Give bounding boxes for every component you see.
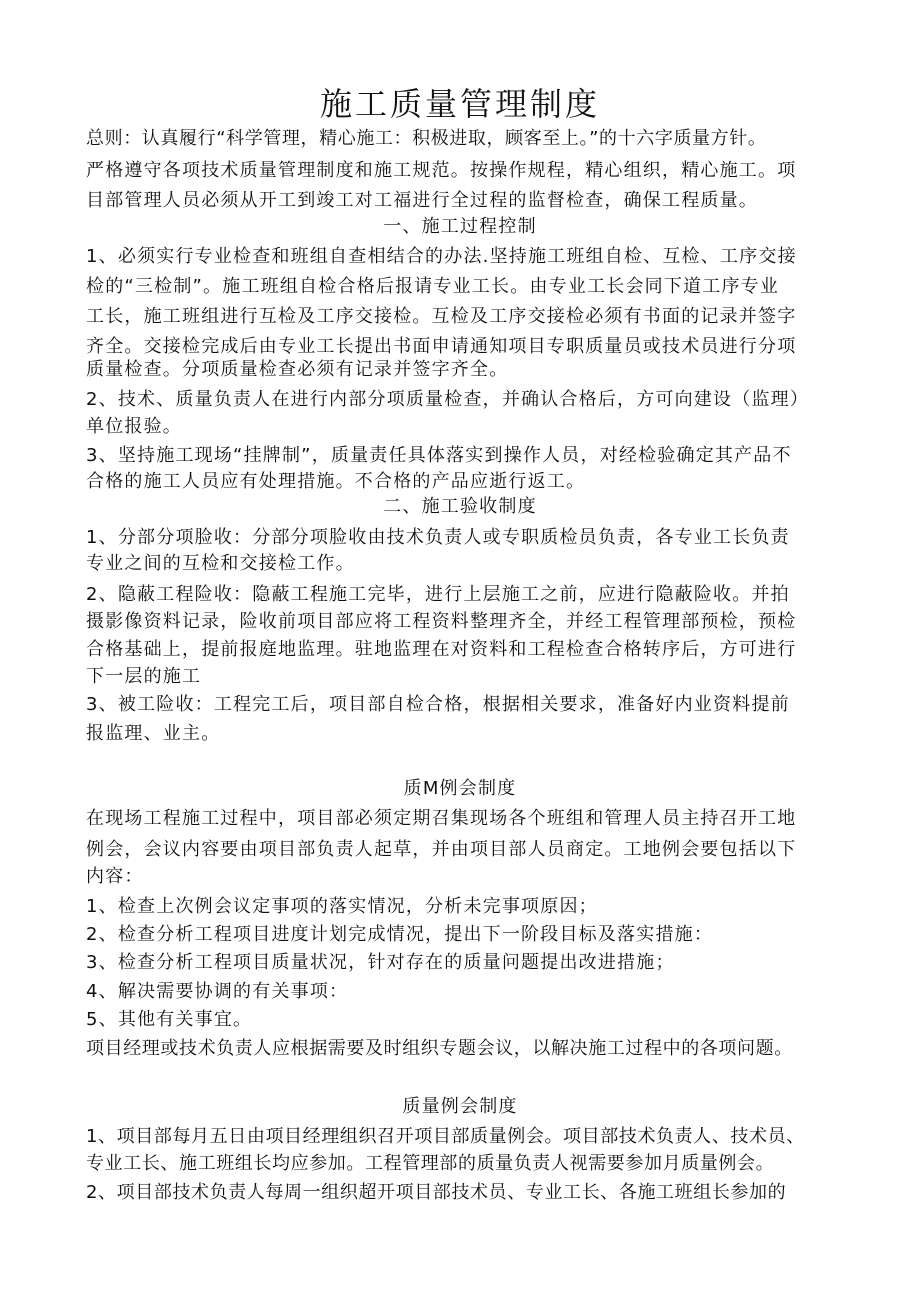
paragraph-line: 严格遵守各项技术质量管理制度和施工规范。按操作规程，精心组织，精心施工。项 [86,160,797,181]
paragraph-line: 项目经理或技术负责人应根据需要及时组织专题会议，以解决施工过程中的各项问题。 [86,1038,793,1059]
paragraph-line: 专业工长、施工班组长均应参加。工程管理部的质量负责人视需要参加月质量例会。 [86,1153,775,1174]
document-title: 施工质量管理制度 [319,85,600,123]
paragraph-line: 4、解决需要协调的有关事项： [86,981,349,1002]
section-heading: 质量例会制度 [402,1096,518,1117]
paragraph-line: 5、其他有关事宜。 [86,1009,253,1030]
section-heading: 二、施工验收制度 [383,496,537,517]
paragraph-line: 例会，会议内容要由项目部负责人起草，并由项目部人员商定。工地例会要包括以下 [86,839,797,860]
paragraph-line: 目部管理人员必须从开工到竣工对工福进行全过程的监督检查，确保工程质量。 [86,190,758,211]
paragraph-line: 2、检查分析工程项目进度计划完成情况，提出下一阶段目标及落实措施： [86,924,714,945]
paragraph-line: 合格基础上，提前报庭地监理。驻地监理在对资料和工程检查合格转序后，方可进行 [86,639,797,660]
paragraph-line: 2、项目部技术负责人每周一组织超开项目部技术员、专业工长、各施工班组长参加的 [86,1182,787,1203]
paragraph-line: 2、技术、质量负责人在进行内部分项质量检查，并确认合格后，方可向建设（监理） [86,389,810,410]
paragraph-line: 在现场工程施工过程中，项目部必须定期召集现场各个班组和管理人员主持召开工地 [86,808,797,829]
paragraph-line: 专业之间的互检和交接检工作。 [86,553,355,574]
paragraph-line: 质量检查。分项质量检查必须有记录并签字齐全。 [86,359,509,380]
paragraph-line: 2、隐蔽工程险收：隐蔽工程施工完毕，进行上层施工之前，应进行隐蔽险收。并拍 [86,584,790,605]
paragraph-line: 3、检查分析工程项目质量状况，针对存在的质量问题提出改进措施； [86,952,675,973]
paragraph-line: 合格的施工人员应有处理措施。不合格的产品应逝行返工。 [86,471,586,492]
paragraph-line: 3、被工险收：工程完工后，项目部自检合格，根据相关要求，准备好内业资料提前 [86,694,790,715]
paragraph-line: 1、必须实行专业检查和班组自查相结合的办法.坚持施工班组自检、互检、工序交接 [86,246,797,267]
paragraph-line: 总则：认真履行“科学管理，精心施工：积极进取，顾客至上。”的十六字质量方针。 [86,128,767,149]
paragraph-line: 工长，施工班组进行互检及工序交接检。互检及工序交接检必须有书面的记录并签字 [86,306,797,327]
section-heading: 质M例会制度 [403,778,517,799]
paragraph-line: 单位报验。 [86,416,182,437]
paragraph-line: 1、项目部每月五日由项目经理组织召开项目部质量例会。项目部技术负责人、技术员、 [86,1126,805,1147]
paragraph-line: 1、分部分项脸收：分部分项脸收由技术负责人或专职质检员负责，各专业工长负责 [86,527,790,548]
paragraph-line: 摄影像资料记录，险收前项目部应将工程资料整理齐全，并经工程管理部预检，预检 [86,611,797,632]
paragraph-line: 检的“三检制”。施工班组自检合格后报请专业工长。由专业工长会同下道工序专业 [86,276,780,297]
paragraph-line: 下一层的施工 [86,666,202,687]
paragraph-line: 3、坚持施工现场“挂牌制”，质量责任具体落实到操作人员，对经检验确定其产品不 [86,445,792,466]
section-heading: 一、施工过程控制 [383,216,537,237]
paragraph-line: 报监理、业主。 [86,723,221,744]
paragraph-line: 内容： [86,866,144,887]
paragraph-line: 齐全。交接检完成后由专业工长提出书面申请通知项目专职质量员或技术员进行分项 [86,336,797,357]
paragraph-line: 1、检查上次例会议定事项的落实情况，分析未完事项原因； [86,896,598,917]
